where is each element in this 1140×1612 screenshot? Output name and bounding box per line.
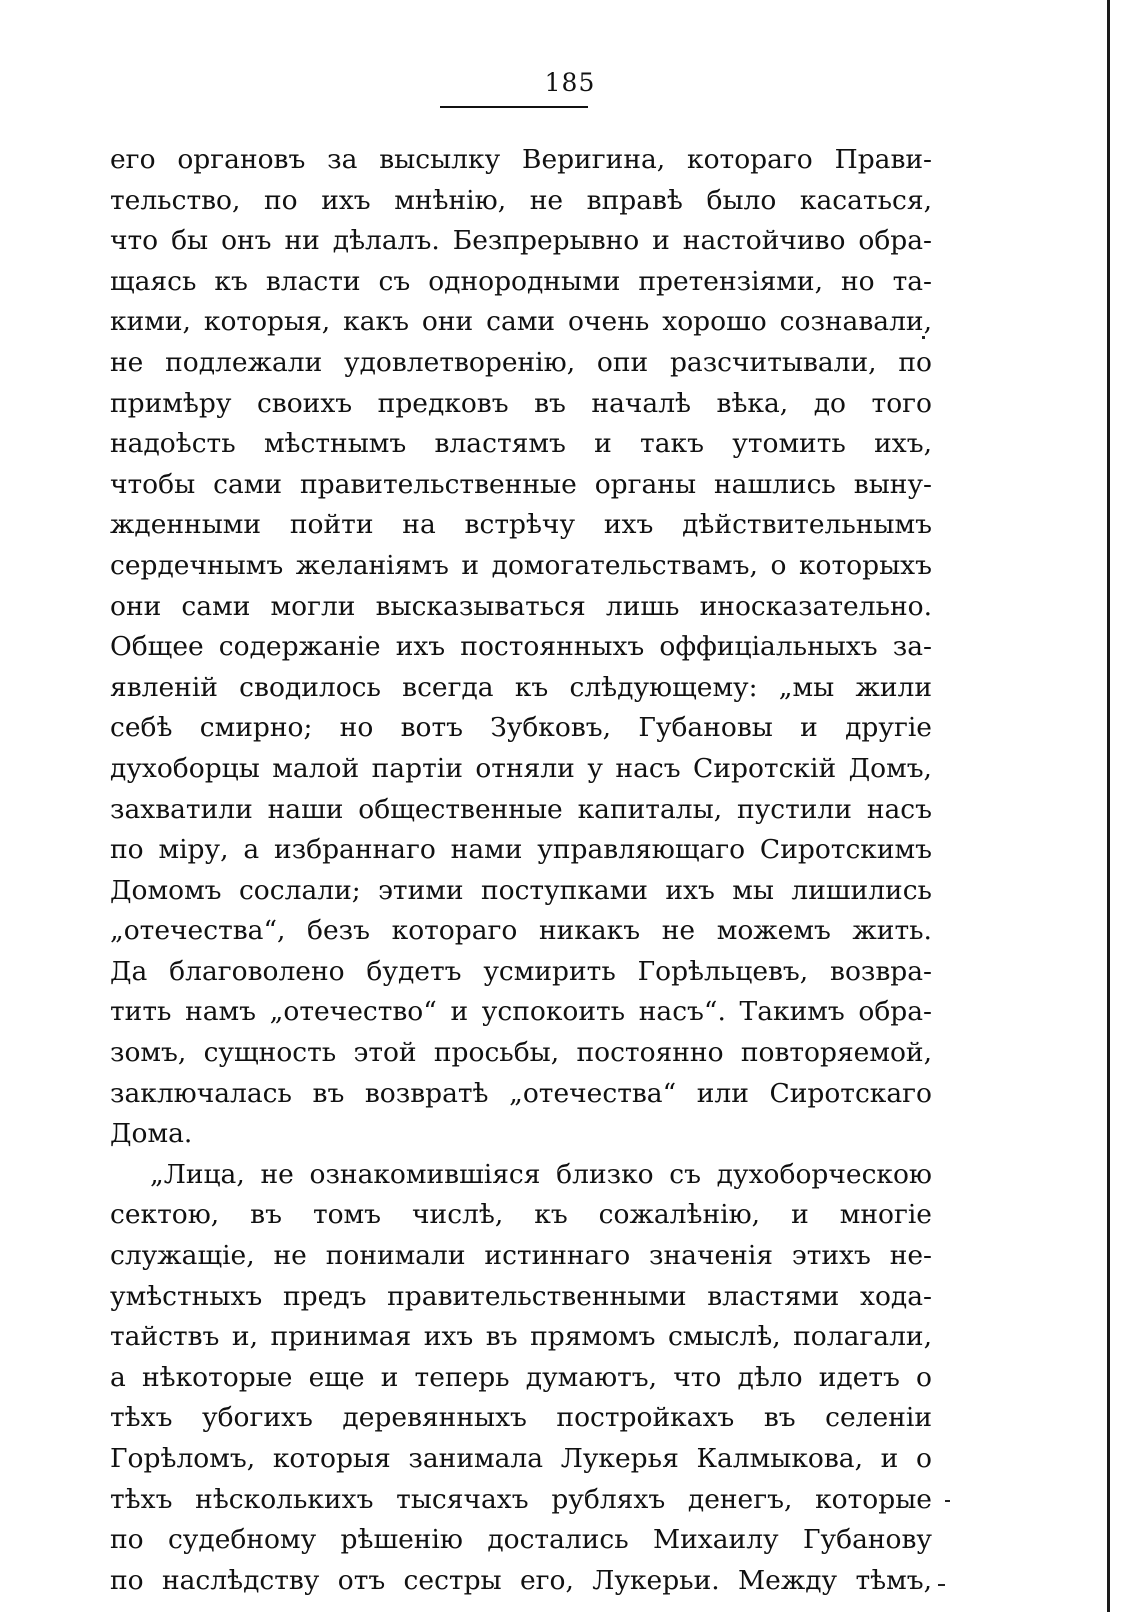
- text-line: что бы онъ ни дѣлалъ. Безпрерывно и настойчиво обра-: [110, 225, 932, 257]
- text-line: захватили наши общественные капиталы, пустили насъ: [110, 793, 932, 825]
- text-line: его органовъ за высылку Веригина, котораго Прави-: [110, 144, 932, 175]
- text-line: по судебному рѣшенію достались Михаилу Губанову: [110, 1524, 932, 1556]
- text-line: по наслѣдству отъ сестры его, Лукерьи. Между тѣмъ,: [110, 1564, 932, 1596]
- text-line: жденными пойти на встрѣчу ихъ дѣйствительнымъ: [110, 509, 932, 541]
- text-line: Да благоволено будетъ усмирить Горѣльцевъ, возвра-: [110, 955, 932, 987]
- text-line: а нѣкоторые еще и теперь думаютъ, что дѣло идетъ о: [110, 1361, 932, 1393]
- text-line: служащіе, не понимали истиннаго значенія этихъ не-: [110, 1240, 932, 1272]
- text-line: себѣ смирно; но вотъ Зубковъ, Губановы и другіе: [110, 712, 932, 744]
- text-line: зомъ, сущность этой просьбы, постоянно повторяемой,: [110, 1037, 932, 1069]
- text-line: Горѣломъ, которыя занимала Лукерья Калмыкова, и о: [110, 1443, 932, 1474]
- text-line: тѣхъ нѣсколькихъ тысячахъ рубляхъ денегъ, которые: [110, 1483, 932, 1515]
- text-line: сектою, въ томъ числѣ, къ сожалѣнію, и многіе: [110, 1199, 932, 1231]
- text-line: они сами могли высказываться лишь иносказательно.: [110, 590, 932, 622]
- text-line: умѣстныхъ предъ правительственными властями хода-: [110, 1280, 932, 1312]
- text-line: „Лица, не ознакомившіяся близко съ духоборческою: [150, 1158, 932, 1190]
- page-number: 185: [544, 68, 596, 97]
- text-line: заключалась въ возвратѣ „отечества“ или Сиротскаго: [110, 1077, 932, 1109]
- text-line: кими, которыя, какъ они сами очень хорошо сознавали,: [110, 306, 932, 338]
- scan-speck: [938, 1584, 945, 1586]
- scan-binding-edge: [1107, 0, 1110, 1612]
- text-line: Общее содержаніе ихъ постоянныхъ оффиціальныхъ за-: [110, 631, 932, 663]
- text-line: не подлежали удовлетворенію, опи разсчитывали, по: [110, 346, 932, 378]
- text-line: щаясь къ власти съ однородными претензіями, но та-: [110, 265, 932, 297]
- text-line: по міру, а избраннаго нами управляющаго Сиротскимъ: [110, 834, 932, 866]
- text-line: примѣру своихъ предковъ въ началѣ вѣка, до того: [110, 387, 932, 419]
- page-number-rule: [440, 106, 588, 108]
- text-line: „отечества“, безъ котораго никакъ не можемъ жить.: [110, 915, 932, 947]
- text-line: тѣхъ убогихъ деревянныхъ постройкахъ въ селеніи: [110, 1402, 932, 1434]
- text-line: тайствъ и, принимая ихъ въ прямомъ смыслѣ, полагали,: [110, 1321, 932, 1353]
- text-line: духоборцы малой партіи отняли у насъ Сиротскій Домъ,: [110, 752, 932, 784]
- text-line: тить намъ „отечество“ и успокоить насъ“. Такимъ обра-: [110, 996, 932, 1028]
- text-line: Домомъ сослали; этими поступками ихъ мы лишились: [110, 874, 932, 906]
- scan-speck: [945, 1500, 950, 1502]
- text-line: Дома.: [110, 1118, 193, 1150]
- text-line: чтобы сами правительственные органы нашлись выну-: [110, 468, 932, 500]
- text-line: тельство, по ихъ мнѣнію, не вправѣ было касаться,: [110, 184, 932, 216]
- text-line: сердечнымъ желаніямъ и домогательствамъ, о которыхъ: [110, 549, 932, 581]
- body-text: [110, 140, 932, 1601]
- text-line: явленій сводилось всегда къ слѣдующему: „мы жили: [110, 671, 932, 703]
- text-line: надоѣсть мѣстнымъ властямъ и такъ утомить ихъ,: [110, 428, 932, 460]
